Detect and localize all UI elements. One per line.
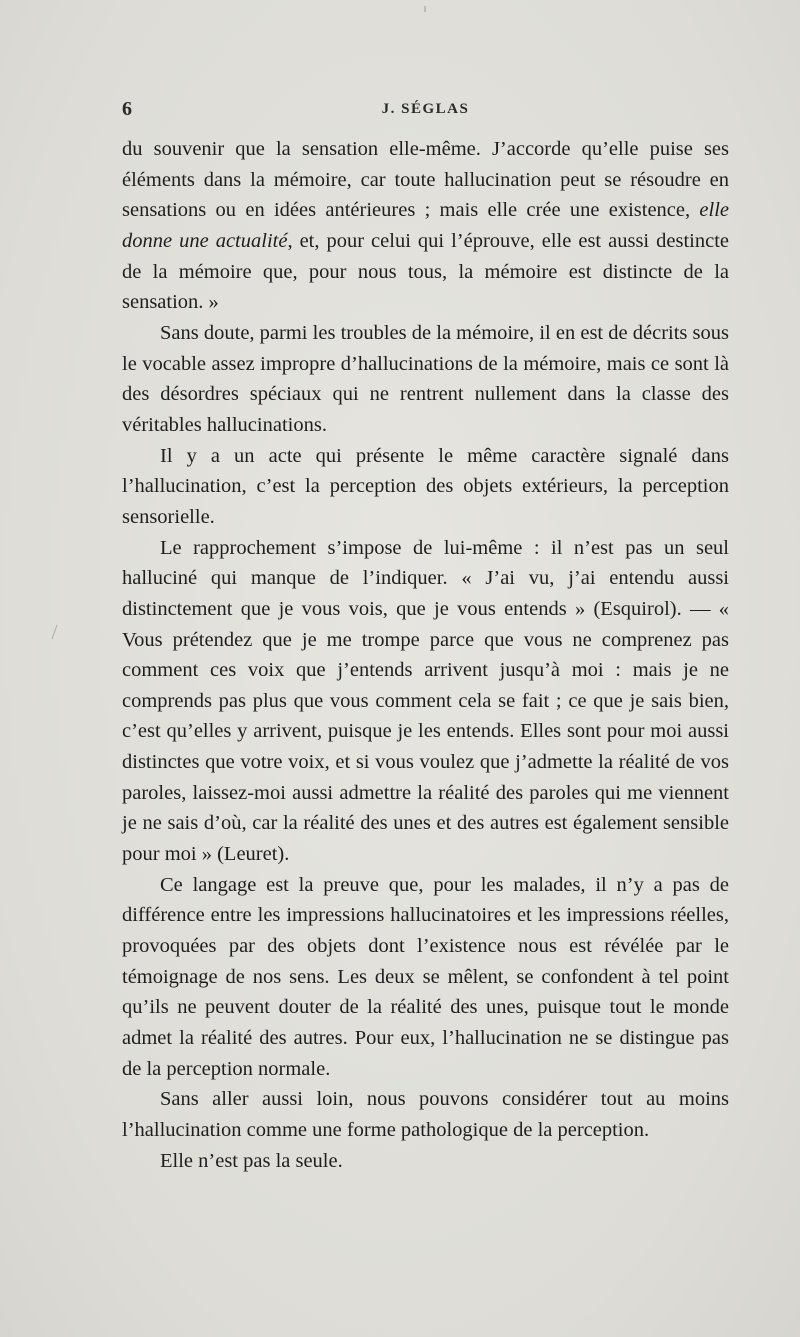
text-run: Le rapprochement s’impose de lui-même : il n’est pas un seul halluciné qui manque de l’indiquer. « J’ai vu, j’ai entendu aussi distinctement que je vous vois, que je vous entends » (Esquirol). — « Vous prétendez que je me trompe parce que vous ne comprenez pas comment ces voix que j’entends arrivent jusqu’à moi : mais je ne comprends pas plus que vous comment cela se fait ; ce que je sais bien, c’est qu’elles y arrivent, puisque je les entends. Elles sont pour moi aussi distinctes que votre voix, et si vous voulez que j’admette la réalité de vos paroles, laissez-moi aussi admettre la réalité des paroles qui me viennent je ne sais d’où, car la réalité des unes et des autres est également sensible pour moi » (Leuret). (122, 536, 729, 866)
scan-mark (424, 6, 426, 12)
running-head-author: J. SÉGLAS (381, 101, 470, 117)
text-run: Elle n’est pas la seule. (160, 1149, 343, 1172)
margin-pencil-mark (51, 625, 63, 639)
paragraph (122, 533, 729, 870)
paragraph (122, 870, 729, 1085)
paragraph (122, 1084, 729, 1145)
paragraph (122, 134, 729, 318)
page-number: 6 (122, 98, 132, 120)
text-run: Sans doute, parmi les troubles de la mémoire, il en est de décrits sous le vocable assez impropre d’hallucinations de la mémoire, mais ce sont là des désordres spéciaux qui ne rentrent nullement dans la classe des véritables hallucinations. (122, 321, 729, 436)
body-text (122, 134, 729, 1176)
text-run: , et, pour celui qui l’éprouve, elle est aussi destincte de la mémoire que, pour nous tous, la mémoire est distincte de la sensation. » (122, 229, 729, 314)
paragraph (122, 441, 729, 533)
running-head (122, 98, 729, 128)
italic-text: elle donne une actualité (122, 199, 729, 252)
paragraph (122, 1146, 729, 1177)
paragraph (122, 318, 729, 441)
text-run: du souvenir que la sensation elle-même. J’accorde qu’elle puise ses éléments dans la mémoire, car toute hallucination peut se résoudre en sensations ou en idées antérieures ; mais elle crée une existence, (122, 138, 729, 222)
text-run: Sans aller aussi loin, nous pouvons considérer tout au moins l’hallucination comme une forme pathologique de la perception. (122, 1088, 729, 1141)
text-run: Il y a un acte qui présente le même caractère signalé dans l’hallucination, c’est la perception des objets extérieurs, la perception sensorielle. (122, 444, 729, 528)
text-run: Ce langage est la preuve que, pour les malades, il n’y a pas de différence entre les impressions hallucinatoires et les impressions réelles, provoquées par des objets dont l’existence nous est révélée par le témoignage de nos sens. Les deux se mêlent, se confondent à tel point qu’ils ne peuvent douter de la réalité des unes, puisque tout le monde admet la réalité des autres. Pour eux, l’hallucination ne se distingue pas de la perception normale. (122, 873, 729, 1080)
